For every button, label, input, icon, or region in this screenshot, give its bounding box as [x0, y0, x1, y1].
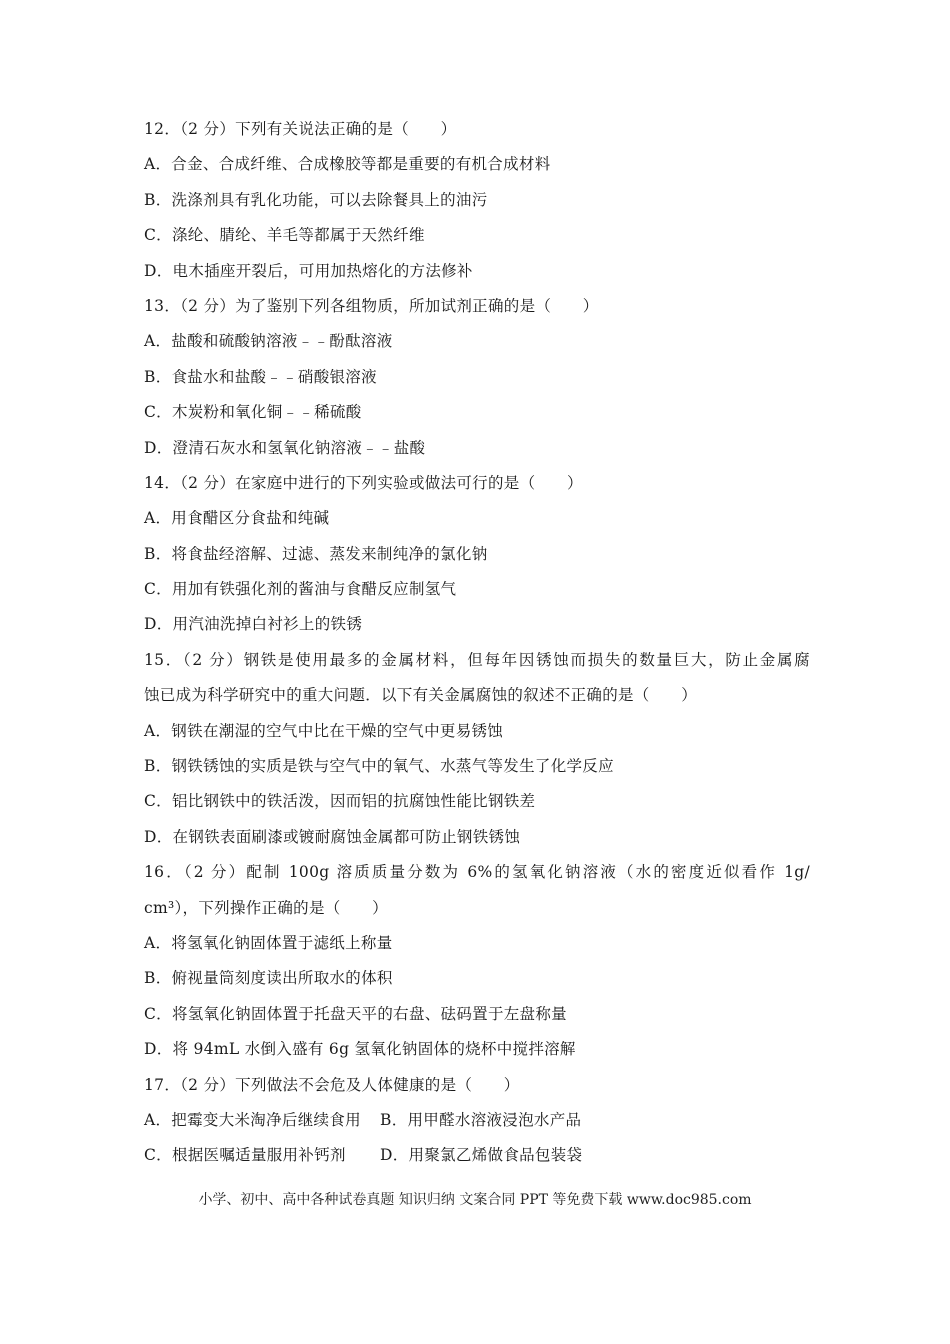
- question-16-option-a: A．将氢氧化钠固体置于滤纸上称量: [144, 933, 393, 952]
- question-16-stem-line-2: cm³），下列操作正确的是（ ）: [144, 898, 388, 917]
- question-15-option-d: D．在钢铁表面刷漆或镀耐腐蚀金属都可防止钢铁锈蚀: [144, 827, 521, 846]
- question-14-option-c: C．用加有铁强化剂的酱油与食醋反应制氢气: [144, 580, 457, 599]
- question-13-option-a: A．盐酸和硫酸钠溶液﹣﹣酚酞溶液: [144, 332, 393, 351]
- question-13-option-c: C．木炭粉和氧化铜﹣﹣稀硫酸: [144, 403, 362, 422]
- question-17-option-c: C．根据医嘱适量服用补钙剂: [144, 1146, 346, 1165]
- question-12-option-b: B．洗涤剂具有乳化功能，可以去除餐具上的油污: [144, 190, 488, 209]
- question-16-option-b: B．俯视量筒刻度读出所取水的体积: [144, 969, 393, 988]
- question-13-stem: 13．（2 分）为了鉴别下列各组物质，所加试剂正确的是（ ）: [144, 296, 599, 315]
- question-12-stem: 12．（2 分）下列有关说法正确的是（ ）: [144, 120, 457, 138]
- question-17-option-d: D．用聚氯乙烯做食品包装袋: [380, 1146, 583, 1165]
- question-12-option-c: C．涤纶、腈纶、羊毛等都属于天然纤维: [144, 226, 425, 245]
- question-16-option-c: C．将氢氧化钠固体置于托盘天平的右盘、砝码置于左盘称量: [144, 1004, 567, 1023]
- question-17-options-row-1: [144, 1103, 810, 1138]
- question-12-option-a: A．合金、合成纤维、合成橡胶等都是重要的有机合成材料: [144, 155, 551, 174]
- question-17-options-row-2: [144, 1138, 810, 1173]
- question-13-option-b: B．食盐水和盐酸﹣﹣硝酸银溶液: [144, 367, 377, 386]
- question-14-option-b: B．将食盐经溶解、过滤、蒸发来制纯净的氯化钠: [144, 544, 488, 563]
- question-14-stem: 14．（2 分）在家庭中进行的下列实验或做法可行的是（ ）: [144, 473, 583, 492]
- question-15-stem-line-1: 15．（2 分）钢铁是使用最多的金属材料，但每年因锈蚀而损失的数量巨大，防止金属腐: [144, 650, 810, 669]
- question-17-option-a: A．把霉变大米淘净后继续食用: [144, 1110, 361, 1129]
- question-12-option-d: D．电木插座开裂后，可用加热熔化的方法修补: [144, 261, 473, 280]
- question-15-option-a: A．钢铁在潮湿的空气中比在干燥的空气中更易锈蚀: [144, 721, 504, 740]
- exam-content: [144, 112, 810, 1174]
- question-15-stem-line-2: 蚀已成为科学研究中的重大问题．以下有关金属腐蚀的叙述不正确的是（ ）: [144, 686, 698, 705]
- question-17-stem: 17．（2 分）下列做法不会危及人体健康的是（ ）: [144, 1075, 520, 1094]
- question-14-option-a: A．用食醋区分食盐和纯碱: [144, 509, 330, 528]
- question-16-stem-line-1: 16．（2 分）配制 100g 溶质质量分数为 6%的氢氧化钠溶液（水的密度近似看作 1g/: [144, 863, 810, 882]
- question-17-option-b: B．用甲醛水溶液浸泡水产品: [380, 1110, 582, 1129]
- question-13-option-d: D．澄清石灰水和氢氧化钠溶液﹣﹣盐酸: [144, 438, 426, 457]
- page-footer: 小学、初中、高中各种试卷真题 知识归纳 文案合同 PPT 等免费下载 www.doc985.com: [198, 1192, 752, 1208]
- question-16-option-d: D．将 94mL 水倒入盛有 6g 氢氧化钠固体的烧杯中搅拌溶解: [144, 1040, 576, 1059]
- question-14-option-d: D．用汽油洗掉白衬衫上的铁锈: [144, 615, 363, 634]
- question-15-option-c: C．铝比钢铁中的铁活泼，因而铝的抗腐蚀性能比钢铁差: [144, 792, 536, 811]
- question-15-option-b: B．钢铁锈蚀的实质是铁与空气中的氧气、水蒸气等发生了化学反应: [144, 757, 614, 776]
